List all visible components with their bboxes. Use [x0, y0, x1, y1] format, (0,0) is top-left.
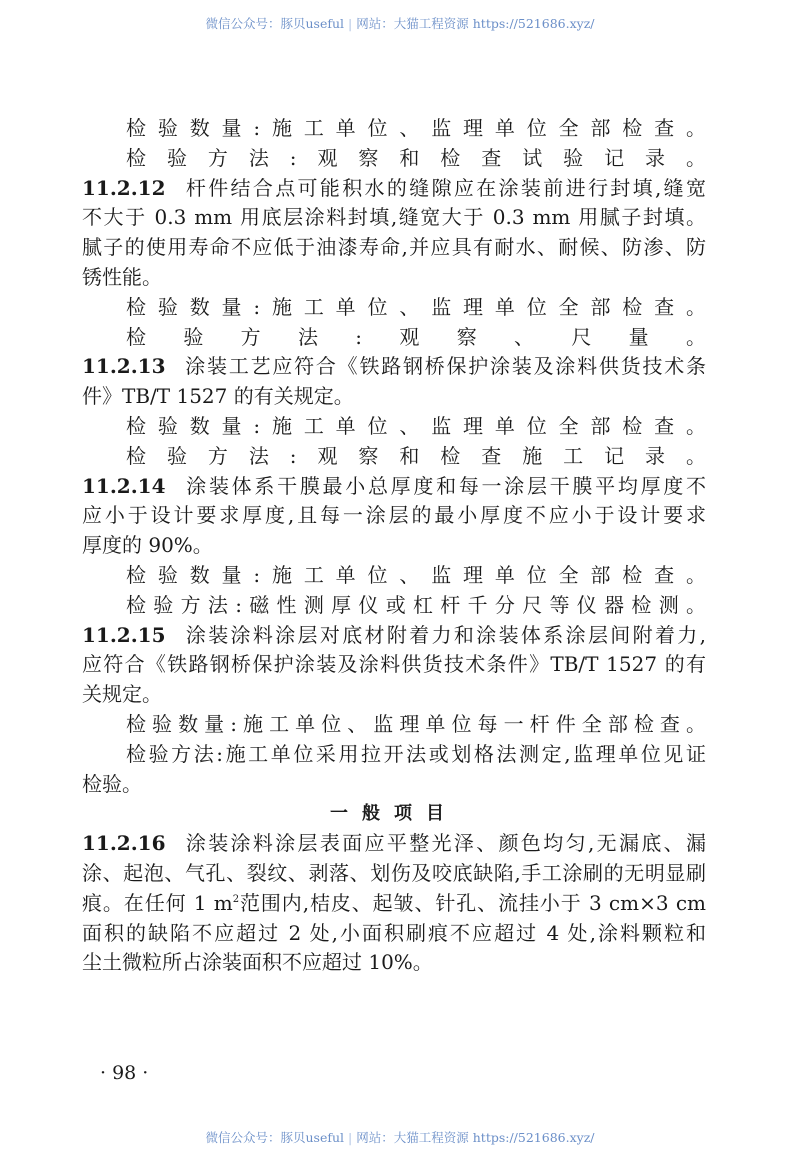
- inspection-quantity: 检验数量:施工单位、监理单位全部检查。: [126, 413, 706, 438]
- document-page: [82, 114, 706, 978]
- inspection-method: 检验方法:磁性测厚仪或杠杆千分尺等仪器检测。: [126, 592, 706, 617]
- body-line: 面积的缺陷不应超过 2 处,小面积刷痕不应超过 4 处,涂料颗粒和: [82, 920, 706, 945]
- clause-number: 11.2.12: [82, 175, 166, 200]
- watermark-website: 网站：大猫工程资源 https://521686.xyz/: [356, 16, 595, 31]
- watermark-website: 网站：大猫工程资源 https://521686.xyz/: [356, 1130, 595, 1145]
- body-line: 尘土微粒所占涂装面积不应超过 10%。: [82, 950, 433, 975]
- watermark-top: [0, 14, 800, 32]
- clause-11-2-15: 11.2.15 涂装涂料涂层对底材附着力和涂装体系涂层间附着力,: [82, 622, 706, 647]
- watermark-separator: |: [348, 16, 353, 31]
- body-line: 涂、起泡、气孔、裂纹、剥落、划伤及咬底缺陷,手工涂刷的无明显刷: [82, 860, 706, 885]
- clause-number: 11.2.14: [82, 473, 166, 498]
- inspection-quantity: 检验数量:施工单位、监理单位全部检查。: [126, 562, 706, 587]
- watermark-bottom: [0, 1128, 800, 1146]
- watermark-wechat: 微信公众号：豚贝useful: [205, 1130, 345, 1145]
- inspection-method: 检验方法:观察和检查试验记录。: [126, 145, 706, 170]
- inspection-quantity: 检验数量:施工单位、监理单位全部检查。: [126, 294, 706, 319]
- body-line: 检验。: [82, 771, 142, 796]
- clause-11-2-16: 11.2.16 涂装涂料涂层表面应平整光泽、颜色均匀,无漏底、漏: [82, 831, 706, 856]
- body-line: 腻子的使用寿命不应低于油漆寿命,并应具有耐水、耐候、防渗、防: [82, 235, 706, 260]
- section-heading-general-items: 一般项目: [330, 803, 458, 825]
- clause-number: 11.2.16: [82, 831, 166, 856]
- body-line: 锈性能。: [82, 264, 162, 289]
- body-line: 关规定。: [82, 682, 162, 707]
- body-line: 痕。在任何 1 $m^2$范围内,桔皮、起皱、针孔、流挂小于 3 cm×3 cm: [82, 890, 706, 915]
- clause-11-2-12: 11.2.12 杆件结合点可能积水的缝隙应在涂装前进行封填,缝宽: [82, 175, 706, 200]
- clause-11-2-13: 11.2.13 涂装工艺应符合《铁路钢桥保护涂装及涂料供货技术条: [82, 354, 706, 379]
- body-line: 件》TB/T 1527 的有关规定。: [82, 384, 354, 409]
- superscript: 2: [232, 893, 240, 905]
- inspection-quantity: 检验数量:施工单位、监理单位全部检查。: [126, 116, 706, 140]
- inspection-method: 检验方法:施工单位采用拉开法或划格法测定,监理单位见证: [126, 741, 706, 766]
- body-line: 不大于 0.3 mm 用底层涂料封填,缝宽大于 0.3 mm 用腻子封填。: [82, 205, 706, 230]
- inspection-method: 检验方法:观察和检查施工记录。: [126, 443, 706, 468]
- page-number: · 98 ·: [100, 1062, 149, 1084]
- clause-number: 11.2.13: [82, 354, 166, 379]
- watermark-separator: |: [348, 1130, 353, 1145]
- clause-11-2-14: 11.2.14 涂装体系干膜最小总厚度和每一涂层干膜平均厚度不: [82, 473, 706, 498]
- body-line: 应符合《铁路钢桥保护涂装及涂料供货技术条件》TB/T 1527 的有: [82, 652, 706, 677]
- body-line: 厚度的 90%。: [82, 533, 213, 558]
- inspection-method: 检验方法:观察、尺量。: [126, 324, 706, 349]
- clause-number: 11.2.15: [82, 622, 166, 647]
- inspection-quantity: 检验数量:施工单位、监理单位每一杆件全部检查。: [126, 711, 706, 736]
- body-line: 应小于设计要求厚度,且每一涂层的最小厚度不应小于设计要求: [82, 503, 706, 528]
- watermark-wechat: 微信公众号：豚贝useful: [205, 16, 345, 31]
